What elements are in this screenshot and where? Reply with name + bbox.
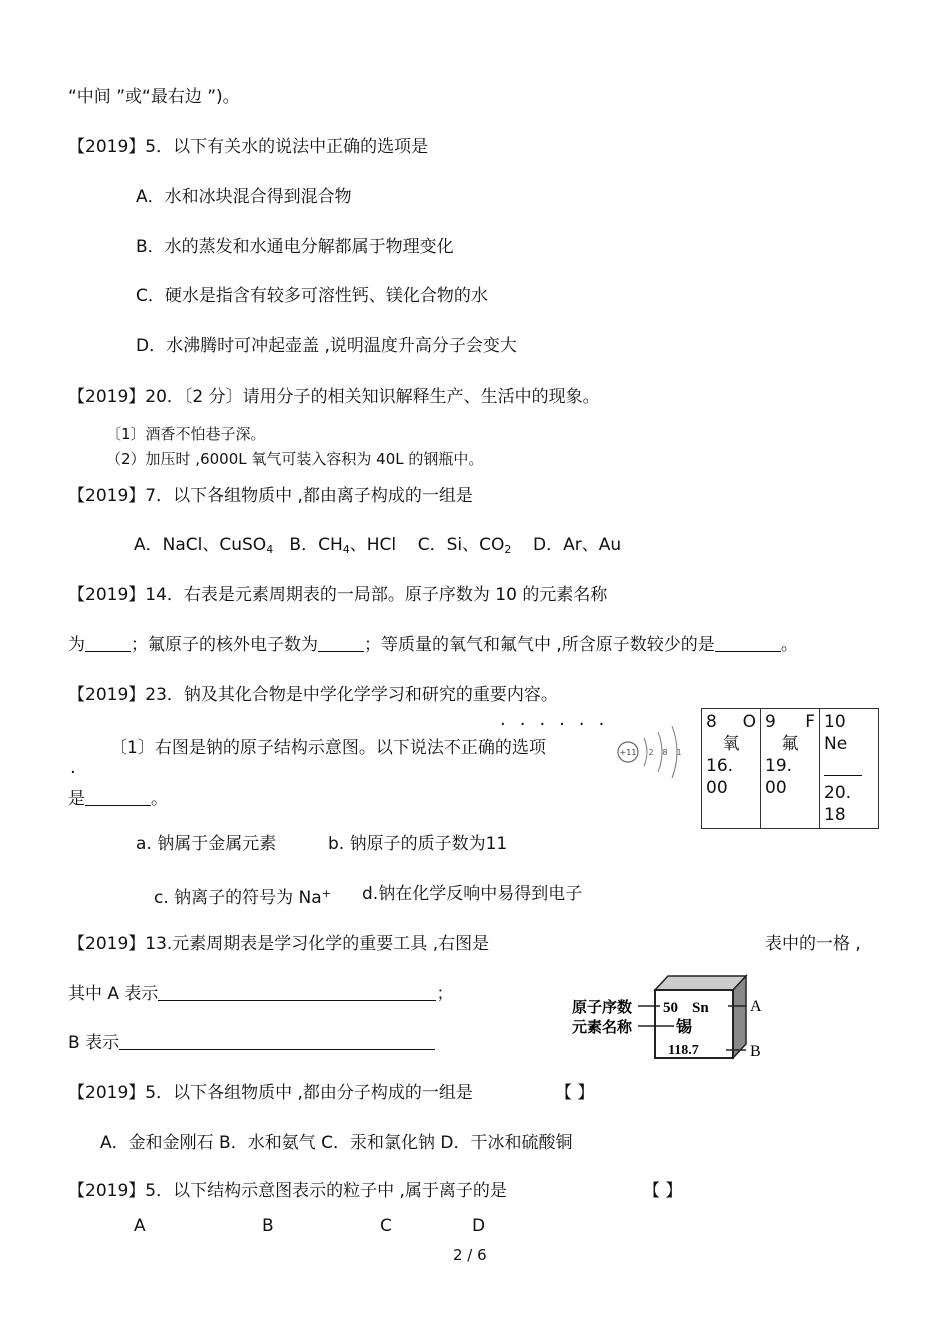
question-title: 【2019】7．以下各组物质中 ,都由离子构成的一组是 [68,486,473,506]
element-cell-fluorine: 9 F 氟 19. 00 [761,709,820,829]
element-cell-neon: 10 Ne 20. 18 [820,709,879,829]
element-cell-oxygen: 8 O 氧 16. 00 [702,709,761,829]
option-a: A．水和冰块混合得到混合物 [136,187,352,207]
shell-count-2: 8 [662,748,668,757]
question-title: 【2019】5．以下有关水的说法中正确的选项是 [68,137,429,157]
atomic-number: 50 [663,1000,678,1016]
answer-blank[interactable] [85,635,131,652]
sodium-atom-diagram [614,718,690,782]
options-line [134,534,621,561]
atomic-mass: 118.7 [668,1043,699,1058]
periodic-table-snippet [701,708,879,829]
answer-bracket: 【 】 [555,1083,595,1103]
answer-bracket: 【 】 [643,1181,683,1201]
label-b: B [750,1043,761,1060]
answer-blank[interactable] [318,635,364,652]
fill-in-line: 是 。 [68,789,168,809]
page-number: 2 / 6 [453,1246,487,1264]
answer-blank[interactable] [715,635,781,652]
question-title: 【2019】13.元素周期表是学习化学的重要工具 ,右图是 [68,934,490,954]
element-name: 锡 [676,1017,693,1036]
shell-arc-1 [644,738,647,766]
name-blank [824,755,862,776]
option-a: A．NaCl、CuSO$_4$ [134,535,274,556]
answer-blank[interactable] [119,1033,435,1050]
fill-in-line: 其中 A 表示 ； [68,984,454,1004]
option-d: D．水沸腾时可冲起壶盖 ,说明温度升高分子会变大 [136,336,517,356]
sub-question: （2）加压时 ,6000L 氧气可装入容积为 40L 的钢瓶中。 [106,450,484,468]
shell-arc-2 [658,732,662,772]
option-label-d: D [472,1216,486,1236]
answer-blank[interactable] [85,789,151,806]
nucleus-label: +11 [619,748,637,757]
option-b: B．水的蒸发和水通电分解都属于物理变化 [136,237,454,257]
option-label-a: A [134,1216,146,1236]
text-line: “中间 ”或“最右边 ”)。 [68,87,240,107]
label-element-name: 元素名称 [572,1018,633,1036]
sub-question: 〔1〕右图是钠的原子结构示意图。以下说法不正确的选项 [110,738,546,758]
fill-in-line: B 表示 [68,1032,435,1054]
element-symbol: Sn [692,1000,709,1016]
box-top [655,976,746,990]
options-line: A．金和金刚石 B．水和氨气 C．汞和氯化钠 D．干冰和硫酸铜 [100,1133,573,1153]
emphasis-dot: · [70,762,90,783]
label-atomic-number: 原子序数 [572,998,633,1016]
question-title-cont: 表中的一格 , [765,934,861,954]
fill-in-line: 为 ；氟原子的核外电子数为 ；等质量的氧气和氟气中 ,所含原子数较少的是 。 [68,635,798,655]
option-c: C．硬水是指含有较多可溶性钙、镁化合物的水 [136,286,488,306]
label-a: A [750,998,762,1015]
option-c: c. 钠离子的符号为 Na+ [154,887,331,908]
option-label-b: B [262,1216,274,1236]
option-b: b. 钠原子的质子数为11 [328,834,508,854]
emphasis-dots: ······ [500,714,619,735]
question-title: 【2019】5．以下结构示意图表示的粒子中 ,属于离子的是 [68,1181,507,1201]
answer-blank[interactable] [158,984,436,1001]
shell-count-1: 2 [648,748,654,757]
sub-question: 〔1〕酒香不怕巷子深。 [106,425,266,443]
tin-element-diagram [568,968,768,1064]
question-title: 【2019】23．钠及其化合物是中学化学学习和研究的重要内容。 [68,685,558,705]
option-b: B．$CH_4$、HCl [289,535,397,556]
option-d: d.钠在化学反响中易得到电子 [362,884,583,904]
option-d: D．Ar、Au [533,535,622,555]
question-title: 【2019】14．右表是元素周期表的一局部。原子序数为 10 的元素名称 [68,585,608,605]
shell-count-3: 1 [676,748,682,757]
question-title: 【2019】20．〔2 分〕请用分子的相关知识解释生产、生活中的现象。 [68,387,600,407]
option-c: C．Si、$CO_2$ [417,535,512,556]
box-side [733,976,746,1058]
option-a: a. 钠属于金属元素 [136,834,277,854]
question-title: 【2019】5．以下各组物质中 ,都由分子构成的一组是 [68,1083,473,1103]
option-label-c: C [380,1216,392,1236]
